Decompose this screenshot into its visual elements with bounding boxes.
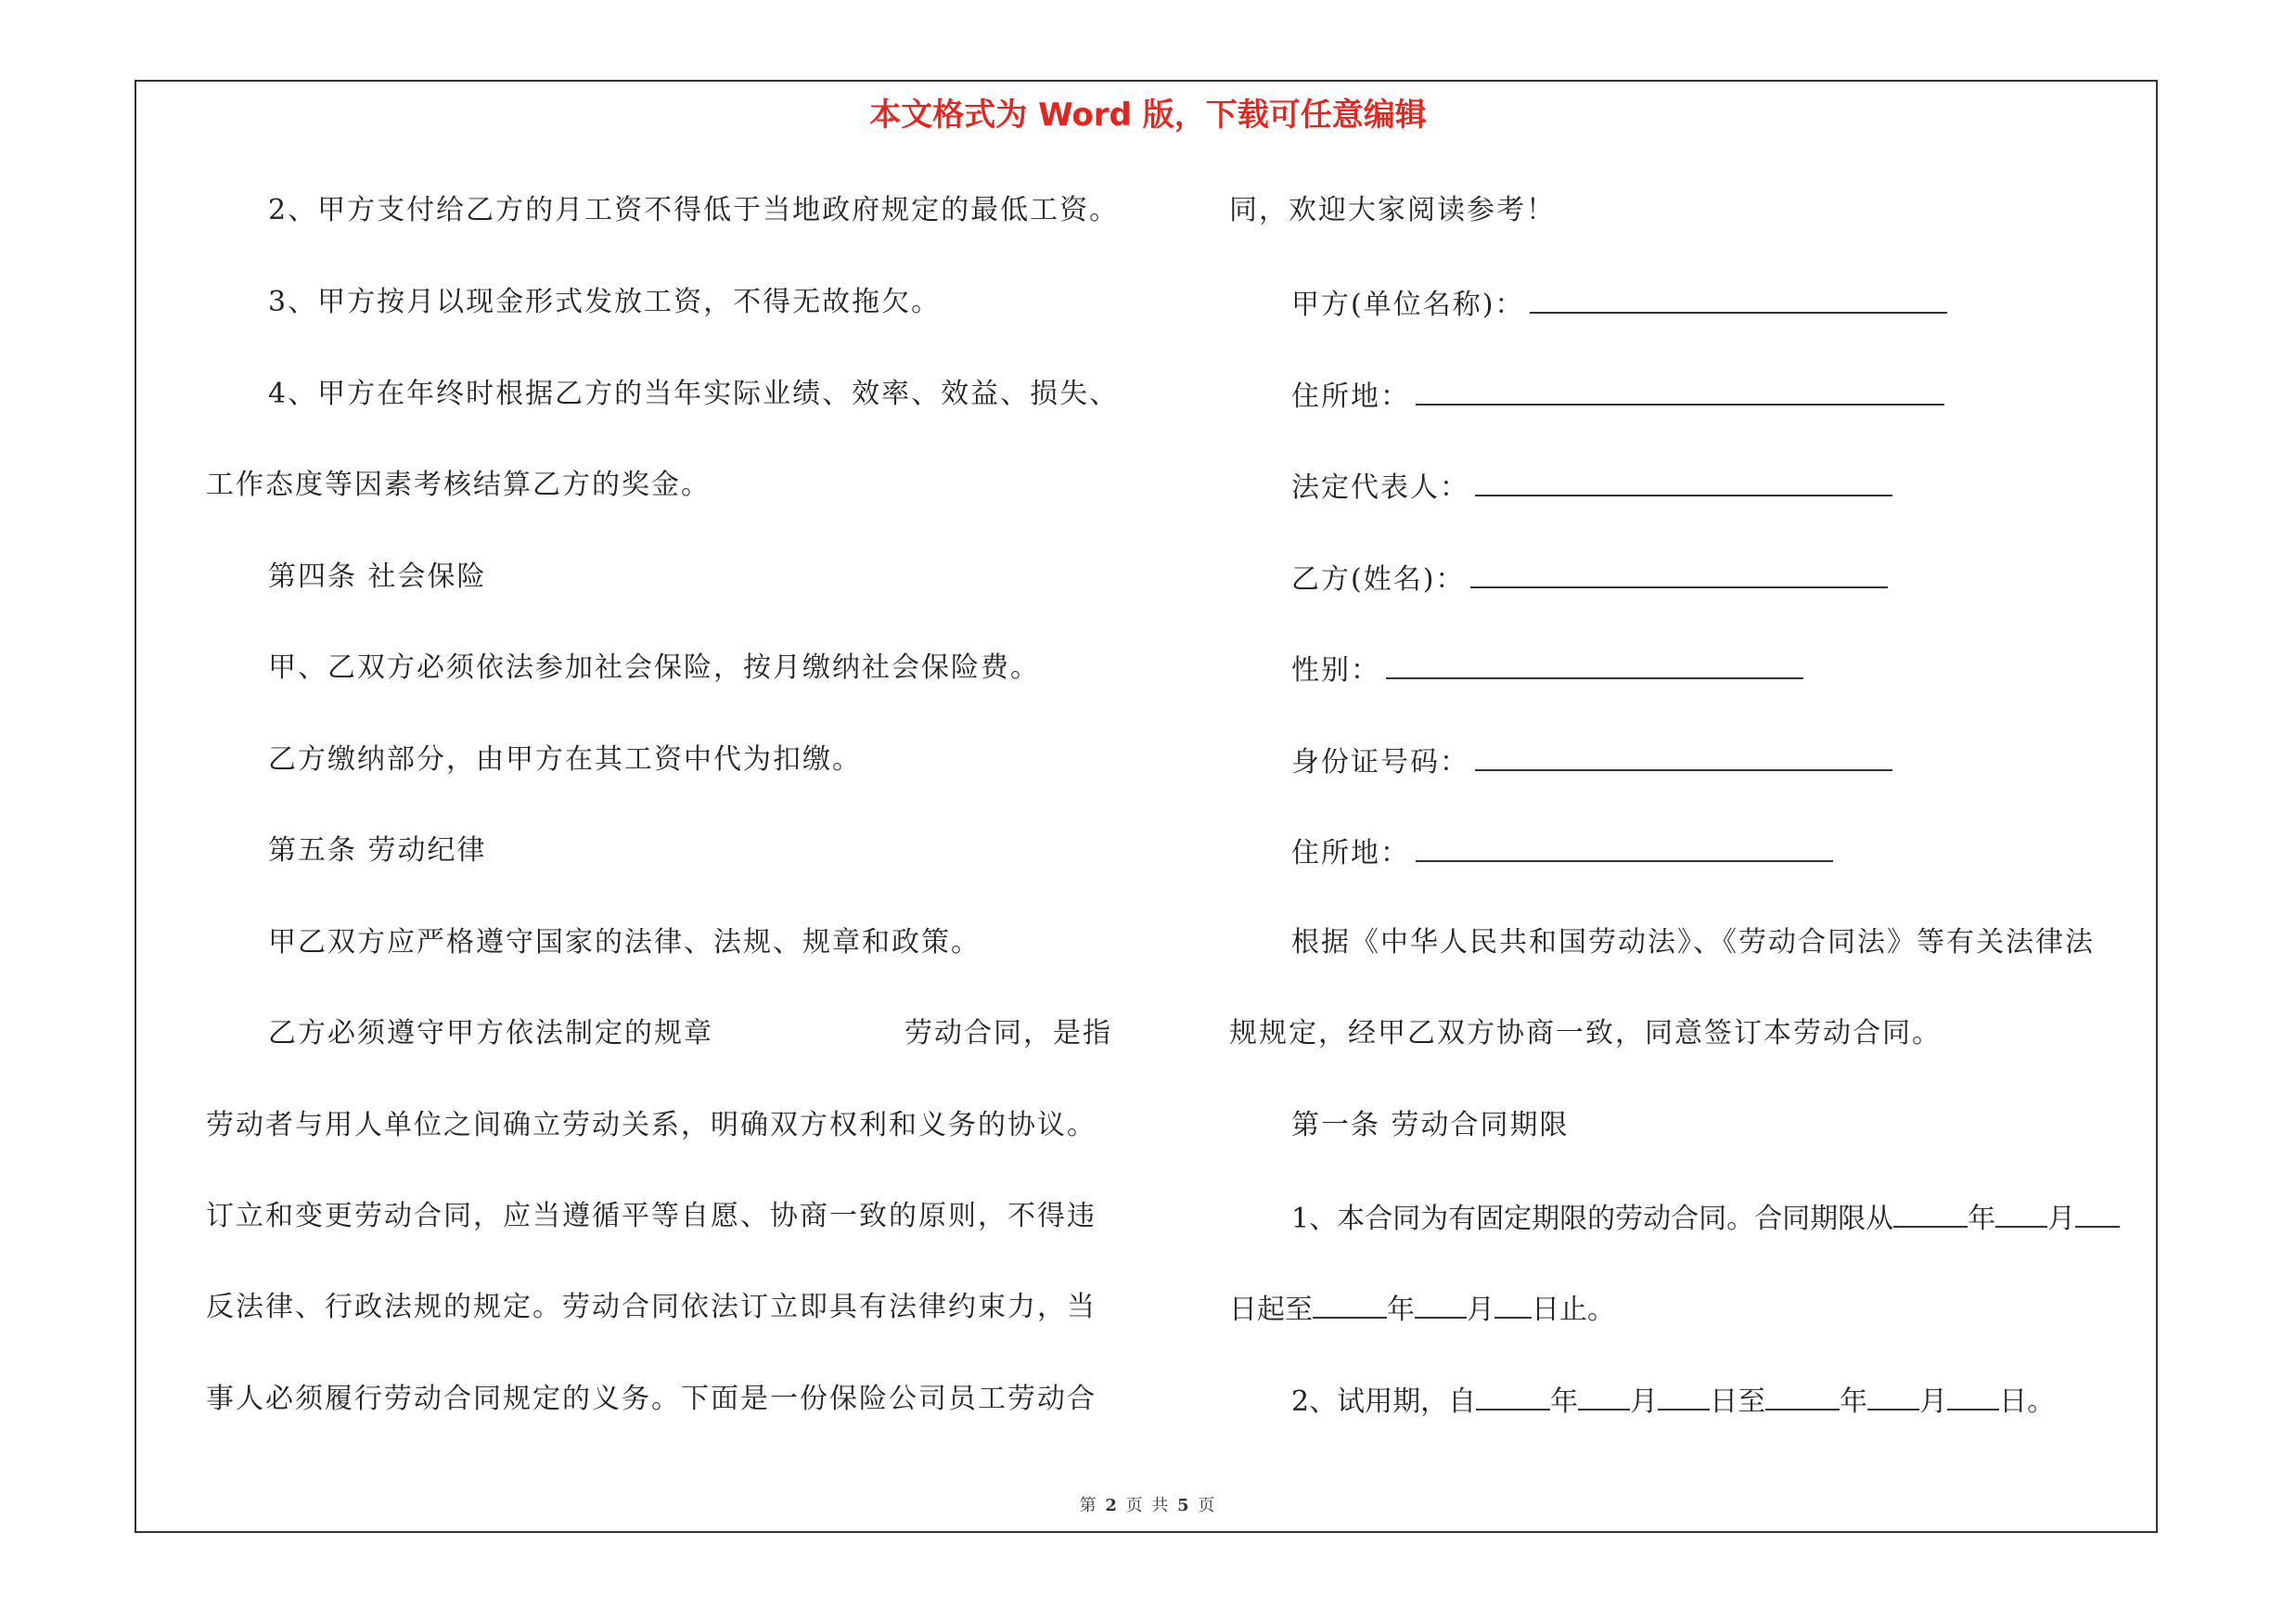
year-label: 年 (1968, 1203, 1996, 1235)
section-heading: 第一条 劳动合同期限 (1291, 1109, 1570, 1141)
left-paragraph-line: 甲乙双方应严格遵守国家的法律、法规、规章和政策。 (268, 926, 981, 959)
term-end-day-blank (1494, 1289, 1532, 1319)
section-heading: 第四条 社会保险 (268, 560, 487, 593)
probation-start-year-blank (1476, 1381, 1550, 1410)
party-b-blank (1470, 559, 1888, 588)
contract-term-line-2 (1229, 1289, 1615, 1329)
month-label: 月 (1467, 1294, 1494, 1326)
address-field-1 (1291, 376, 1944, 416)
left-paragraph-line: 乙方缴纳部分，由甲方在其工资中代为扣缴。 (268, 743, 862, 776)
right-paragraph-line: 同，欢迎大家阅读参考！ (1229, 194, 1556, 226)
left-paragraph-line: 劳动者与用人单位之间确立劳动关系，明确双方权利和义务的协议。 (206, 1109, 1097, 1141)
gender-label: 性别： (1291, 654, 1380, 687)
right-paragraph-line: 规规定，经甲乙双方协商一致，同意签订本劳动合同。 (1229, 1017, 1942, 1050)
party-a-label: 甲方(单位名称)： (1291, 289, 1525, 321)
total-page-number: 5 (1177, 1496, 1191, 1515)
gender-blank (1386, 650, 1803, 679)
footer-prefix: 第 (1079, 1496, 1098, 1515)
party-b-field (1291, 559, 1888, 599)
month-label: 月 (1630, 1385, 1659, 1418)
right-paragraph-line: 根据《中华人民共和国劳动法》、《劳动合同法》等有关法律法 (1291, 926, 2095, 959)
term-start-year-blank (1893, 1198, 1968, 1228)
left-paragraph-line: 4、甲方在年终时根据乙方的当年实际业绩、效率、效益、损失、 (268, 378, 1120, 410)
legal-rep-blank (1475, 467, 1892, 496)
year-label: 年 (1550, 1385, 1579, 1418)
legal-rep-label: 法定代表人： (1291, 471, 1469, 504)
party-a-blank (1530, 284, 1947, 314)
address-label-2: 住所地： (1291, 837, 1410, 869)
month-label: 月 (1919, 1385, 1948, 1418)
contract-term-text: 1、本合同为有固定期限的劳动合同。合同期限从 (1291, 1203, 1894, 1235)
gender-field (1291, 650, 1803, 689)
probation-start-day-blank (1658, 1381, 1710, 1410)
term-start-month-blank (1995, 1198, 2047, 1228)
id-label: 身份证号码： (1291, 746, 1469, 779)
year-label: 年 (1840, 1385, 1868, 1418)
end-text: 日止。 (1532, 1294, 1615, 1326)
day-to-label: 日至 (1710, 1385, 1766, 1418)
probation-end-day-blank (1947, 1381, 1999, 1410)
contract-term-line (1291, 1198, 2120, 1238)
left-paragraph-line: 3、甲方按月以现金形式发放工资，不得无故拖欠。 (268, 286, 942, 318)
probation-end-text: 日。 (1999, 1385, 2056, 1418)
id-blank (1475, 741, 1892, 771)
address-label-1: 住所地： (1291, 380, 1410, 413)
footer-middle: 页 共 (1125, 1496, 1171, 1515)
left-paragraph-line: 甲、乙双方必须依法参加社会保险，按月缴纳社会保险费。 (268, 651, 1040, 684)
id-field (1291, 741, 1892, 781)
left-paragraph-line: 事人必须履行劳动合同规定的义务。下面是一份保险公司员工劳动合 (206, 1383, 1097, 1415)
start-to-text: 日起至 (1229, 1294, 1313, 1326)
party-a-field (1291, 284, 1947, 324)
address-blank-1 (1416, 376, 1944, 406)
month-label: 月 (2047, 1203, 2076, 1235)
probation-start-month-blank (1578, 1381, 1630, 1410)
probation-end-year-blank (1765, 1381, 1840, 1410)
probation-text: 2、试用期，自 (1291, 1385, 1477, 1418)
term-end-month-blank (1415, 1289, 1467, 1319)
section-heading: 第五条 劳动纪律 (268, 834, 487, 867)
legal-rep-field (1291, 467, 1892, 507)
format-banner: 本文格式为 Word 版，下载可任意编辑 (869, 97, 1427, 134)
left-paragraph-line: 反法律、行政法规的规定。劳动合同依法订立即具有法律约束力，当 (206, 1291, 1097, 1323)
term-start-day-blank (2075, 1198, 2120, 1228)
term-end-year-blank (1313, 1289, 1387, 1319)
current-page-number: 2 (1105, 1496, 1119, 1515)
left-paragraph-line: 订立和变更劳动合同，应当遵循平等自愿、协商一致的原则，不得违 (206, 1200, 1097, 1232)
left-paragraph-line: 工作态度等因素考核结算乙方的奖金。 (206, 469, 711, 501)
footer-suffix: 页 (1198, 1496, 1217, 1515)
year-label: 年 (1387, 1294, 1415, 1326)
probation-line (1291, 1381, 2055, 1421)
party-b-label: 乙方(姓名)： (1291, 563, 1466, 596)
address-field-2 (1291, 832, 1833, 872)
address-blank-2 (1416, 832, 1833, 862)
page-number-footer (0, 1492, 2296, 1516)
left-paragraph-line: 劳动合同，是指 (904, 1017, 1112, 1050)
left-paragraph-line: 2、甲方支付给乙方的月工资不得低于当地政府规定的最低工资。 (268, 194, 1120, 226)
probation-end-month-blank (1867, 1381, 1919, 1410)
left-paragraph-line: 乙方必须遵守甲方依法制定的规章 (268, 1017, 713, 1050)
